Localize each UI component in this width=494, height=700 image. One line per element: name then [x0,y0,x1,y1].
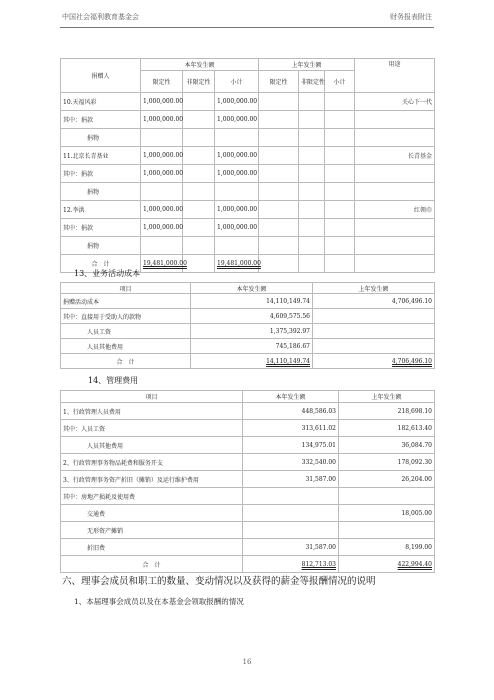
table-row [61,183,435,201]
current-value: 448,586.03 [243,403,339,420]
s14-col-current: 本年发生额 [243,391,339,403]
unrestricted-value [183,93,215,111]
prior-value: 8,199.00 [339,539,435,556]
table-row [61,471,435,488]
prior-unrestricted-value [299,255,325,273]
subtotal-value: 1,000,000.00 [215,93,259,111]
unrestricted-value [183,147,215,165]
table-row [61,201,435,219]
subtotal-value [215,129,259,147]
prior-value [313,309,435,324]
purpose-value [355,183,435,201]
table-row [61,237,435,255]
table-row [61,539,435,556]
row-label: 人员工资 [61,324,191,339]
table-row [61,420,435,437]
row-label: 交通费 [61,505,243,522]
current-value: 31,587.00 [243,471,339,488]
current-value: 332,540.00 [243,454,339,471]
prior-restricted-value [259,237,299,255]
purpose-value [355,129,435,147]
row-label: 其中：捐款 [61,165,141,183]
prior-value [313,339,435,354]
current-value: 812,713.03 [243,556,339,573]
current-value: 134,975.01 [243,437,339,454]
subtotal-value [215,183,259,201]
row-label: 其中：捐款 [61,111,141,129]
prior-unrestricted-value [299,93,325,111]
header-divider [60,27,434,28]
subtotal-value: 1,000,000.00 [215,147,259,165]
unrestricted-value [183,129,215,147]
prior-subtotal-value [325,165,355,183]
prior-value [313,324,435,339]
restricted-value [141,129,183,147]
row-label: 合 计 [61,354,191,369]
row-label: 其中：人员工资 [61,420,243,437]
subtotal-value: 19,481,000.00 [215,255,259,273]
header-org: 中国社会福利教育基金会 [62,13,139,21]
s13-col-prior: 上年发生额 [313,283,435,294]
restricted-value: 1,000,000.00 [141,93,183,111]
subtotal-value: 1,000,000.00 [215,165,259,183]
table-row [61,488,435,505]
row-label: 人员其他费用 [61,339,191,354]
prior-unrestricted-header: 非限定性 [299,71,325,93]
business-cost-table [60,282,435,369]
header-doc-title: 财务报表附注 [390,13,432,21]
purpose-value [355,219,435,237]
prior-subtotal-value [325,93,355,111]
table-row [61,437,435,454]
restricted-value [141,237,183,255]
row-label: 无形资产摊销 [61,522,243,539]
prior-restricted-value [259,201,299,219]
row-label: 其中：捐款 [61,219,141,237]
section-6-heading: 六、理事会成员和职工的数量、变动情况以及获得的薪金等报酬情况的说明 [62,576,376,587]
table-row [61,129,435,147]
purpose-value: 红领巾 [355,201,435,219]
restricted-value: 1,000,000.00 [141,165,183,183]
unrestricted-value [183,165,215,183]
section-6-subheading: 1、本届理事会成员以及在本基金会领取报酬的情况 [74,597,244,606]
prior-unrestricted-value [299,219,325,237]
prior-value [339,522,435,539]
prior-restricted-value [259,165,299,183]
section-13-title: 13、业务活动成本 [74,269,141,278]
row-label: 合 计 [61,556,243,573]
restricted-value: 1,000,000.00 [141,111,183,129]
purpose-value [355,111,435,129]
prior-restricted-value [259,93,299,111]
row-label: 捐物 [61,237,141,255]
prior-subtotal-value [325,183,355,201]
purpose-value: 关心下一代 [355,93,435,111]
table-row [61,219,435,237]
current-value: 745,186.67 [191,339,313,354]
current-value [243,522,339,539]
prior-value [339,488,435,505]
table-row [61,165,435,183]
prior-value: 4,706,496.10 [313,354,435,369]
row-label: 11.北京长青基业 [61,147,141,165]
table-row [61,111,435,129]
prior-unrestricted-value [299,201,325,219]
prior-restricted-value [259,219,299,237]
purpose-value [355,165,435,183]
prior-restricted-value [259,183,299,201]
table-row [61,454,435,471]
prior-value: 422,994.40 [339,556,435,573]
row-label: 其中：直接用于受助人的款物 [61,309,191,324]
section-14-title: 14、管理费用 [88,376,139,385]
current-value [243,488,339,505]
prior-subtotal-value [325,111,355,129]
table-row [61,505,435,522]
prior-value: 26,204.00 [339,471,435,488]
row-label: 合 计 [61,255,141,273]
current-value: 4,609,575.56 [191,309,313,324]
restricted-value: 1,000,000.00 [141,147,183,165]
purpose-value [355,237,435,255]
prior-value: 218,698.10 [339,403,435,420]
purpose-value: 长青基金 [355,147,435,165]
prior-value: 36,084.70 [339,437,435,454]
prior-subtotal-value [325,219,355,237]
prior-subtotal-value [325,129,355,147]
prior-value: 4,706,496.10 [313,294,435,309]
subtotal-value: 1,000,000.00 [215,201,259,219]
prior-restricted-value [259,255,299,273]
purpose-value [355,255,435,273]
row-label: 折旧费 [61,539,243,556]
row-label: 2、行政管理事务物品耗费和服务开支 [61,454,243,471]
table-row [61,522,435,539]
prior-unrestricted-value [299,129,325,147]
prior-unrestricted-value [299,237,325,255]
col-purpose-header: 用途 [355,59,435,93]
current-value: 14,110,149.74 [191,354,313,369]
subtotal-value: 1,000,000.00 [215,219,259,237]
s13-col-current: 本年发生额 [191,283,313,294]
unrestricted-value [183,111,215,129]
unrestricted-value [183,219,215,237]
prior-restricted-value [259,129,299,147]
row-label: 人员其他费用 [61,437,243,454]
table-row [61,147,435,165]
restricted-value: 1,000,000.00 [141,201,183,219]
prior-subtotal-value [325,147,355,165]
table-row [61,339,435,354]
table-row [61,354,435,369]
row-label: 捐物 [61,183,141,201]
prior-unrestricted-value [299,183,325,201]
prior-unrestricted-value [299,111,325,129]
restricted-value: 1,000,000.00 [141,219,183,237]
prior-restricted-header: 限定性 [259,71,299,93]
subtotal-value: 1,000,000.00 [215,111,259,129]
row-label: 1、行政管理人员费用 [61,403,243,420]
table-row [61,556,435,573]
unrestricted-value [183,237,215,255]
current-value: 31,587.00 [243,539,339,556]
sub-restricted-header: 限定性 [141,71,183,93]
unrestricted-value [183,255,215,273]
col-donor-header: 捐赠人 [61,59,141,93]
prior-subtotal-header: 小计 [325,71,355,93]
sub-unrestricted-header: 非限定性 [183,71,215,93]
table-row [61,309,435,324]
restricted-value: 19,481,000.00 [141,255,183,273]
row-label: 3、行政管理事务资产折旧（摊销）及运行维护费用 [61,471,243,488]
row-label: 捐赠活动成本 [61,294,191,309]
col-current-header: 本年发生额 [141,59,259,71]
unrestricted-value [183,201,215,219]
prior-subtotal-value [325,255,355,273]
unrestricted-value [183,183,215,201]
s14-col-item: 项目 [61,391,243,403]
page-number: 16 [242,658,252,666]
subtotal-value [215,237,259,255]
prior-subtotal-value [325,237,355,255]
prior-value: 18,005.00 [339,505,435,522]
current-value: 313,611.02 [243,420,339,437]
table-row [61,294,435,309]
prior-unrestricted-value [299,147,325,165]
prior-restricted-value [259,147,299,165]
sub-subtotal-header: 小计 [215,71,259,93]
row-label: 捐物 [61,129,141,147]
row-label: 12.李洪 [61,201,141,219]
row-label: 其中：房地产损耗及使用费 [61,488,243,505]
current-value: 1,375,392.97 [191,324,313,339]
table-row [61,403,435,420]
prior-subtotal-value [325,201,355,219]
prior-restricted-value [259,111,299,129]
current-value: 14,110,149.74 [191,294,313,309]
page-header [62,10,432,26]
col-prior-header: 上年发生额 [259,59,355,71]
current-value [243,505,339,522]
prior-value: 182,613.40 [339,420,435,437]
table-row [61,324,435,339]
restricted-value [141,183,183,201]
management-expense-table [60,390,435,573]
donation-table [60,58,435,273]
prior-value: 178,092.30 [339,454,435,471]
table-row [61,93,435,111]
s14-col-prior: 上年发生额 [339,391,435,403]
row-label: 10.天福风彩 [61,93,141,111]
s13-col-item: 项目 [61,283,191,294]
prior-unrestricted-value [299,165,325,183]
